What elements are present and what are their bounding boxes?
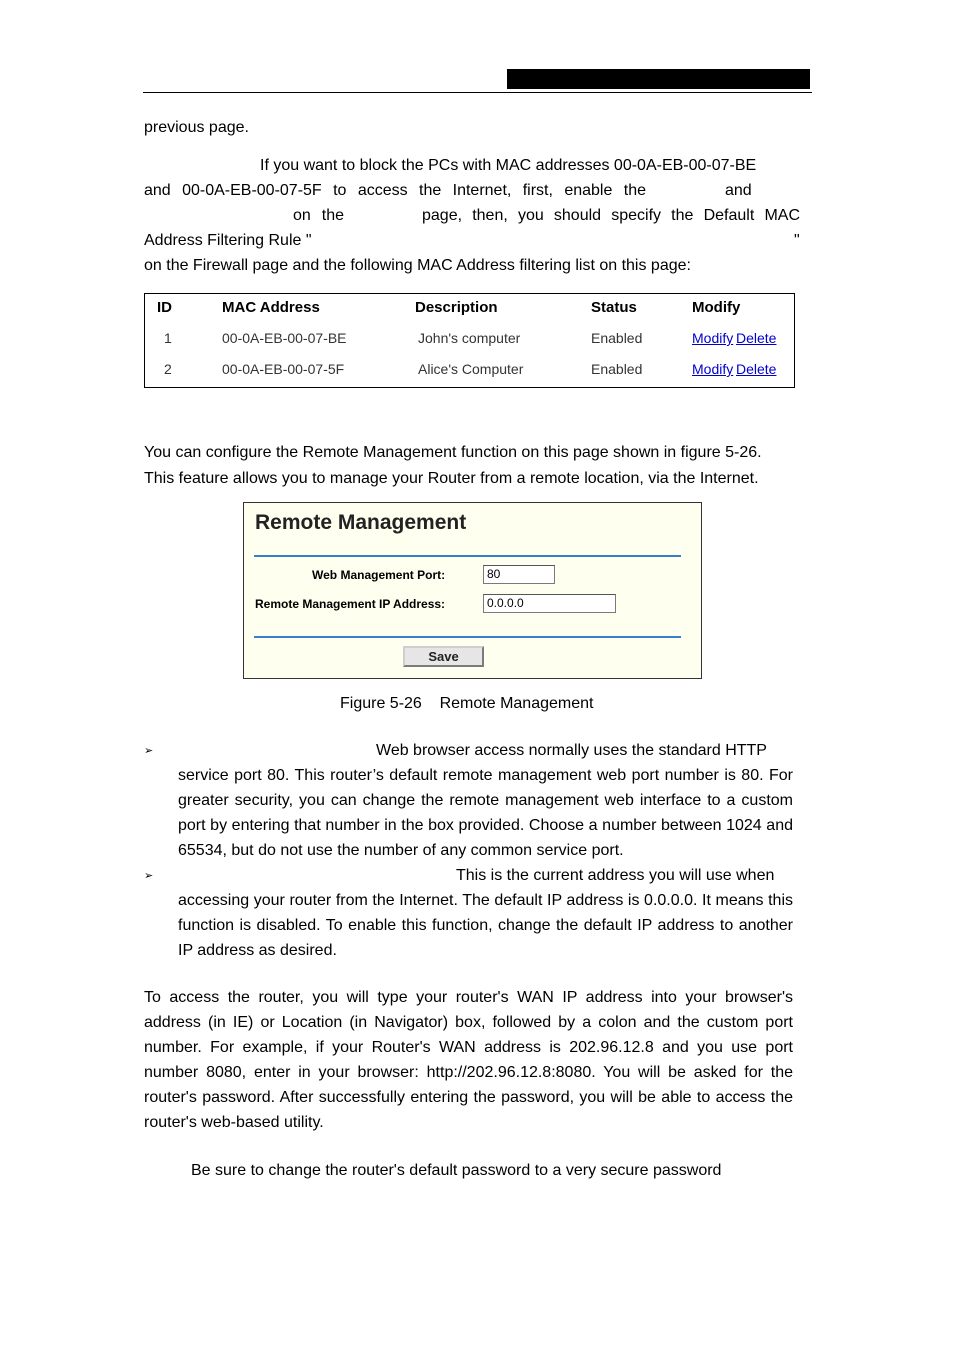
note-text: Be sure to change the router's default password to a very secure password (191, 1162, 722, 1179)
bullet-arrow-icon: ➢ (144, 870, 154, 882)
web-management-port-input[interactable]: 80 (483, 565, 555, 584)
bullet-2-first-line: This is the current address you will use when (456, 867, 775, 884)
remote-intro-line-1: You can configure the Remote Management function on this page shown in figure 5-26. (144, 444, 762, 461)
figure-caption: Figure 5-26 Remote Management (340, 695, 594, 712)
example-line-3a: on the (293, 207, 344, 224)
bullet-1-first-line: Web browser access normally uses the standard HTTP (376, 742, 767, 759)
header-rule (143, 92, 812, 93)
bullet-arrow-icon: ➢ (144, 745, 154, 757)
example-line-2a: and 00-0A-EB-00-07-5F to access the Internet, first, enable the (144, 182, 646, 199)
example-line-4a: Address Filtering Rule " (144, 232, 312, 249)
example-line-1: If you want to block the PCs with MAC addresses 00-0A-EB-00-07-BE (260, 157, 757, 174)
delete-link[interactable]: Delete (736, 361, 777, 377)
web-management-port-label: Web Management Port: (312, 568, 446, 582)
delete-link[interactable]: Delete (736, 330, 777, 346)
table-header-modify: Modify (692, 299, 741, 316)
bullet-2-body: accessing your router from the Internet. The default IP address is 0.0.0.0. It means this function is disabled. To enable this function, change the default IP address to another IP address as desired. (178, 892, 793, 959)
example-line-5: on the Firewall page and the following MAC Address filtering list on this page: (144, 257, 691, 274)
panel-divider-top (254, 555, 681, 557)
row-id: 1 (164, 330, 172, 346)
table-header-id: ID (157, 299, 172, 316)
row-description: Alice's Computer (418, 361, 524, 377)
mac-filter-table (144, 293, 795, 388)
table-header-description: Description (415, 299, 498, 316)
example-line-4b: " (794, 232, 800, 249)
example-line-3b: page, then, you should specify the Default MAC (422, 207, 800, 224)
example-line-2b: and (725, 182, 752, 199)
remote-ip-label: Remote Management IP Address: (255, 597, 446, 611)
save-button[interactable]: Save (403, 646, 484, 667)
row-status: Enabled (591, 361, 643, 377)
panel-title: Remote Management (255, 511, 467, 534)
remote-intro-line-2: This feature allows you to manage your Router from a remote location, via the Internet. (144, 470, 759, 487)
row-id: 2 (164, 361, 172, 377)
row-status: Enabled (591, 330, 643, 346)
row-description: John's computer (418, 330, 521, 346)
remote-ip-input[interactable]: 0.0.0.0 (483, 594, 616, 613)
table-header-status: Status (591, 299, 637, 316)
table-header-mac: MAC Address (222, 299, 320, 316)
modify-link[interactable]: Modify (692, 361, 734, 377)
row-mac: 00-0A-EB-00-07-5F (222, 361, 345, 377)
modify-link[interactable]: Modify (692, 330, 734, 346)
header-bar (507, 69, 810, 89)
bullet-1-body: service port 80. This router’s default remote management web port number is 80. For greater security, you can change the remote management web interface to a custom port by entering that number in the box provided. Choose a number between 1024 and 65534, but do not use the number of any common service port. (178, 767, 793, 859)
row-mac: 00-0A-EB-00-07-BE (222, 330, 347, 346)
panel-divider-bottom (254, 636, 681, 638)
remote-management-panel (243, 502, 702, 679)
access-paragraph: To access the router, you will type your router's WAN IP address into your browser's address (in IE) or Location (in Navigator) box, followed by a colon and the custom port number. For example, if your Router's WAN address is 202.96.12.8 and you use port number 8080, enter in your browser: http://202.96.12.8:8080. You will be asked for the router's password. After successfully entering the password, you will be able to access the router's web-based utility. (144, 989, 793, 1131)
previous-page-text: previous page. (144, 119, 249, 136)
